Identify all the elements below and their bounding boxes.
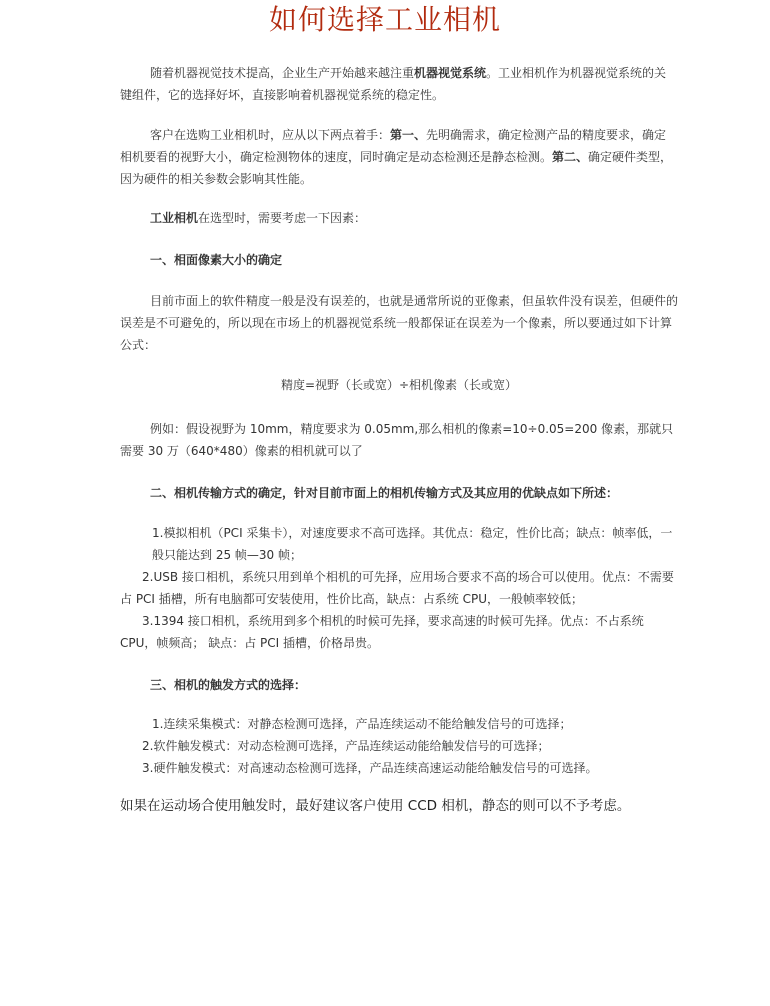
intro-paragraph	[120, 62, 678, 106]
intro-keyword: 机器视觉系统	[414, 66, 487, 80]
page-title: 如何选择工业相机	[268, 3, 501, 36]
list-item: 1.连续采集模式：对静态检测可选择，产品连续运动不能给触发信号的可选择；	[152, 717, 572, 731]
factors-keyword: 工业相机	[150, 211, 199, 225]
list-item: 1.模拟相机（PCI 采集卡），对速度要求不高可选择。其优点：稳定，性价比高；缺点：帧率低，一般只能达到 25 帧—30 帧；	[152, 526, 673, 562]
first-point-label: 第一、	[390, 128, 427, 142]
example-paragraph: 例如：假设视野为 10mm，精度要求为 0.05mm,那么相机的像素=10÷0.05=200 像素，那就只需要 30 万（640*480）像素的相机就可以了	[120, 422, 674, 458]
list-item: 3.1394 接口相机，系统用到多个相机的时候可先择，要求高速的时候可先择。优点：不占系统 CPU，帧频高； 缺点：占 PCI 插槽，价格昂贵。	[120, 614, 644, 650]
transmission-list	[120, 522, 678, 654]
section-heading-1: 一、相面像素大小的确定	[150, 253, 283, 267]
first-point-text: 先明确需求，确定检测产品的精度要求，确定相机要看的视野大小，确定检测物体的速度，同时确定是动态检测还是静态检测。	[120, 128, 667, 164]
closing-paragraph: 如果在运动场合使用触发时，最好建议客户使用 CCD 相机，静态的则可以不予考虑。	[120, 798, 631, 814]
list-item: 2.软件触发模式：对动态检测可选择，产品连续运动能给触发信号的可选择；	[142, 739, 550, 753]
second-point-label: 第二、	[552, 150, 589, 164]
factors-intro	[120, 207, 678, 229]
list-item: 3.硬件触发模式：对高速动态检测可选择，产品连续高速运动能给触发信号的可选择。	[142, 761, 598, 775]
selection-text-a: 客户在选购工业相机时，应从以下两点着手：	[150, 128, 391, 142]
intro-text-c: 。工业相机作为机器视觉系统的关键组件，它的选择好坏，直接影响着机器视觉系统的稳定性。	[120, 66, 667, 102]
section-heading-2: 二、相机传输方式的确定，针对目前市面上的相机传输方式及其应用的优缺点如下所述：	[150, 486, 619, 500]
pixel-paragraph: 目前市面上的软件精度一般是没有误差的，也就是通常所说的亚像素，但虽软件没有误差，但硬件的误差是不可避免的，所以现在市场上的机器视觉系统一般都保证在误差为一个像素，所以要通过如下计算公式：	[120, 294, 679, 352]
selection-paragraph	[120, 124, 678, 190]
precision-formula: 精度=视野（长或宽）÷相机像素（长或宽）	[280, 378, 518, 392]
second-point-text: 确定硬件类型，因为硬件的相关参数会影响其性能。	[120, 150, 673, 186]
trigger-list	[120, 713, 678, 779]
section-heading-3: 三、相机的触发方式的选择：	[150, 678, 307, 692]
list-item: 2.USB 接口相机，系统只用到单个相机的可先择，应用场合要求不高的场合可以使用。优点：不需要占 PCI 插槽，所有电脑都可安装使用，性价比高，缺点：占系统 CPU，一般帧率较低；	[120, 570, 674, 606]
factors-text: 在选型时，需要考虑一下因素：	[198, 211, 367, 225]
intro-text-a: 随着机器视觉技术提高，企业生产开始越来越注重	[150, 66, 415, 80]
